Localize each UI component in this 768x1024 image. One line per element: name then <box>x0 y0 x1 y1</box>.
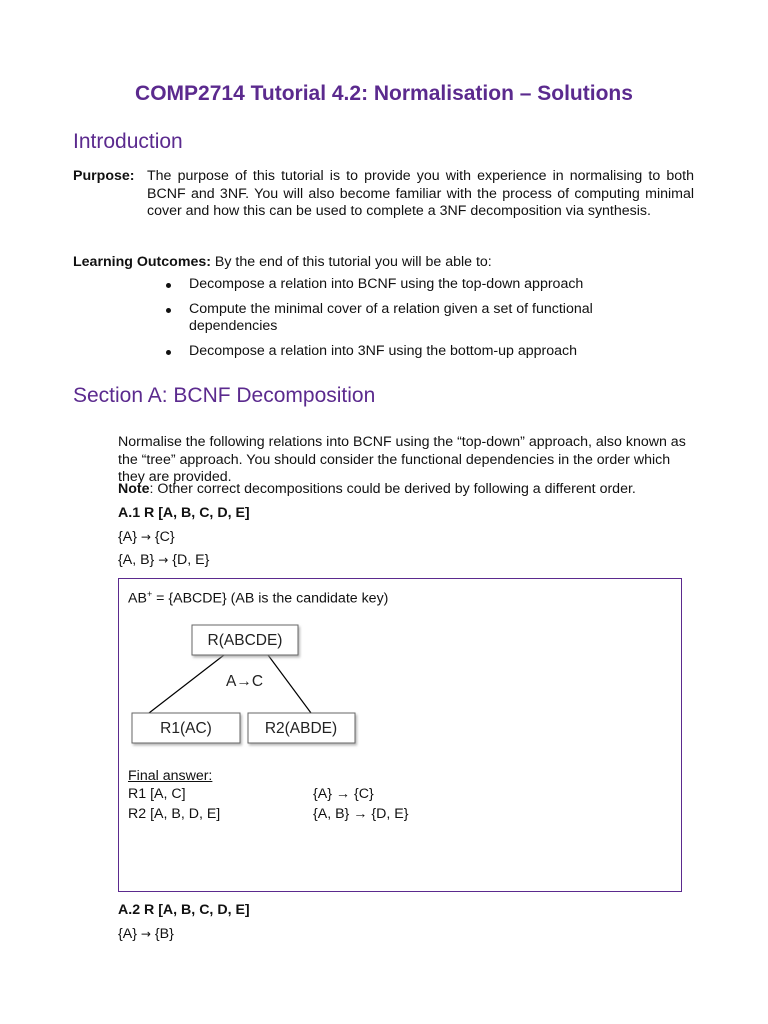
page-title: COMP2714 Tutorial 4.2: Normalisation – Solutions <box>135 82 633 105</box>
fd-rhs: {B} <box>154 926 174 942</box>
bullet-icon <box>166 308 171 313</box>
tree-left-label: R1(AC) <box>160 720 212 737</box>
bullet-icon <box>166 350 171 355</box>
fd-lhs: {A, B} <box>118 552 155 568</box>
introduction-heading: Introduction <box>73 130 183 153</box>
tree-root-label: R(ABCDE) <box>207 632 283 649</box>
learning-outcomes-list <box>164 276 664 367</box>
outcome-text: Decompose a relation into BCNF using the top-down approach <box>189 276 584 292</box>
tree-edge-left <box>149 655 224 713</box>
tree-edge-right <box>268 655 311 713</box>
purpose-text: The purpose of this tutorial is to provide you with experience in normalising to both BCNF and 3NF. You will also become familiar with the process of computing minimal cover and how this can be used to complete a 3NF decomposition via synthesis. <box>147 168 694 219</box>
answer-fd-2: {A, B} → {D, E} <box>313 806 409 822</box>
answer-fd-1: {A} → {C} <box>313 786 374 802</box>
learning-outcomes-text: By the end of this tutorial you will be able to: <box>214 254 492 270</box>
tree-right-label: R2(ABDE) <box>264 720 338 737</box>
a1-heading: A.1 R [A, B, C, D, E] <box>118 505 250 521</box>
outcome-text: Decompose a relation into 3NF using the bottom-up approach <box>189 342 578 359</box>
arrow-icon: → <box>140 927 151 941</box>
list-item <box>164 343 664 361</box>
decomposition-tree <box>119 579 681 891</box>
a1-fd-1 <box>118 529 175 547</box>
note-text: : Other correct decompositions could be derived by following a different order. <box>149 481 636 497</box>
note-label: Note <box>118 481 150 497</box>
a1-solution-box <box>118 578 682 892</box>
list-item <box>164 276 664 294</box>
purpose-label: Purpose: <box>73 168 135 184</box>
list-item <box>164 301 664 336</box>
fd-lhs: {A} <box>118 529 137 545</box>
a2-fd-1 <box>118 926 174 944</box>
learning-outcomes-line <box>73 254 693 272</box>
a1-fd-2 <box>118 552 209 570</box>
learning-outcomes-label: Learning Outcomes: <box>73 254 211 270</box>
closure-attrs: AB <box>128 590 147 607</box>
fd-lhs: {A} <box>118 926 137 942</box>
arrow-icon: → <box>158 553 169 567</box>
a2-heading: A.2 R [A, B, C, D, E] <box>118 902 250 918</box>
note-line <box>118 481 696 499</box>
fd-rhs: {C} <box>154 529 175 545</box>
arrow-icon: → <box>140 530 151 544</box>
answer-relation-1: R1 [A, C] <box>128 786 186 802</box>
bullet-icon <box>166 283 171 288</box>
fd-rhs: {D, E} <box>172 552 210 568</box>
section-a-heading: Section A: BCNF Decomposition <box>73 384 376 407</box>
final-answer-label: Final answer: <box>128 768 213 784</box>
tree-split-label: A→C <box>226 673 264 690</box>
closure-sup: + <box>146 589 153 599</box>
outcome-text: Compute the minimal cover of a relation given a set of functional dependencies <box>189 300 593 334</box>
closure-rest: = {ABCDE} (AB is the candidate key) <box>152 590 389 607</box>
section-a-intro: Normalise the following relations into BCNF using the “top-down” approach, also known as the “tree” approach. You should consider the functional dependencies in the order which they are provided. <box>118 434 686 485</box>
answer-relation-2: R2 [A, B, D, E] <box>128 806 221 822</box>
